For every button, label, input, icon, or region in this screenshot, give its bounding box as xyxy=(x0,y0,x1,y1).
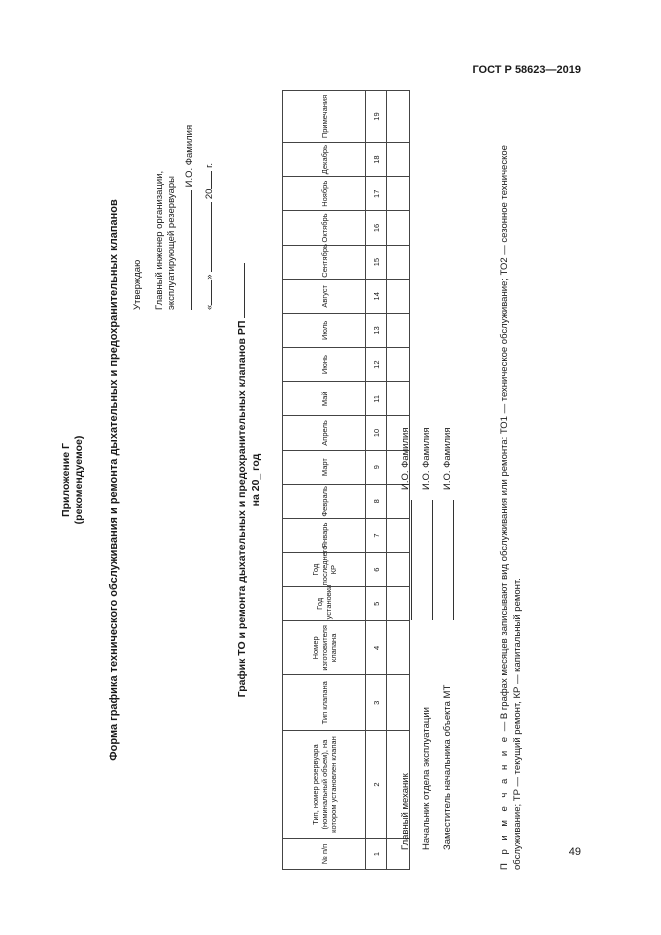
form-title: Форма графика технического обслуживания и ремонта дыхательных и предохранительных клапанов xyxy=(108,199,120,761)
header-cell: Июль xyxy=(283,313,366,347)
number-cell: 8 xyxy=(366,484,387,518)
number-cell: 2 xyxy=(366,731,387,839)
approver-position-2: эксплуатирующей резервуары xyxy=(166,176,177,310)
header-cell: Год установки xyxy=(283,587,366,621)
number-cell: 4 xyxy=(366,621,387,675)
number-cell: 15 xyxy=(366,245,387,279)
header-cell: Март xyxy=(283,450,366,484)
header-cell: Февраль xyxy=(283,484,366,518)
table-number-row xyxy=(366,91,387,870)
signer-row xyxy=(421,310,442,850)
number-cell: 1 xyxy=(366,838,387,869)
number-cell: 14 xyxy=(366,279,387,313)
schedule-title-text: График ТО и ремонта дыхательных и предохранительных клапанов РП xyxy=(236,320,248,698)
number-cell: 12 xyxy=(366,348,387,382)
header-cell: Август xyxy=(283,279,366,313)
approval-date-line xyxy=(204,100,216,310)
header-cell: Номер изготовителя клапана xyxy=(283,621,366,675)
signer-name: И.О. Фамилия xyxy=(421,427,432,490)
header-cell: Июнь xyxy=(283,348,366,382)
table-header-row xyxy=(283,91,366,870)
note xyxy=(498,90,524,870)
header-cell: Октябрь xyxy=(283,211,366,245)
page-number: 49 xyxy=(568,846,581,858)
number-cell: 10 xyxy=(366,416,387,450)
number-cell: 18 xyxy=(366,143,387,177)
year-prefix: 20 xyxy=(204,188,215,200)
number-cell: 11 xyxy=(366,382,387,416)
header-cell: Декабрь xyxy=(283,143,366,177)
signer-name: И.О. Фамилия xyxy=(400,427,411,490)
header-cell: Апрель xyxy=(283,416,366,450)
header-cell: Тип, номер резервуара (номинальный объем), на котором установлен клапан xyxy=(283,731,366,839)
number-cell: 16 xyxy=(366,211,387,245)
schedule-year: на 20_ год xyxy=(250,453,262,507)
number-cell: 17 xyxy=(366,177,387,211)
number-cell: 7 xyxy=(366,518,387,552)
number-cell: 5 xyxy=(366,587,387,621)
number-cell: 3 xyxy=(366,675,387,731)
signer-name: И.О. Фамилия xyxy=(442,427,453,490)
appendix-subtitle: (рекомендуемое) xyxy=(73,435,85,525)
header-cell: Ноябрь xyxy=(283,177,366,211)
header-cell: Январь xyxy=(283,518,366,552)
header-cell: Тип клапана xyxy=(283,675,366,731)
number-cell: 19 xyxy=(366,91,387,143)
header-cell: Примечания xyxy=(283,91,366,143)
signer-row xyxy=(442,310,463,850)
date-quote-open: « xyxy=(204,304,215,310)
approver-signature-line xyxy=(184,100,196,310)
number-cell: 6 xyxy=(366,553,387,587)
signer-role: Главный механик xyxy=(400,773,411,850)
rotated-content xyxy=(60,90,540,870)
note-label: П р и м е ч а н и е xyxy=(499,733,510,870)
number-cell: 9 xyxy=(366,450,387,484)
standard-number: ГОСТ Р 58623—2019 xyxy=(472,64,581,76)
approver-position: Главный инженер организации, xyxy=(154,170,165,310)
schedule-table xyxy=(282,90,410,870)
header-cell: Год последнего КР xyxy=(283,553,366,587)
appendix-heading xyxy=(60,90,86,870)
year-suffix: г. xyxy=(204,162,215,168)
schedule-title xyxy=(235,90,263,870)
approver-name: И.О. Фамилия xyxy=(184,124,195,188)
signer-row xyxy=(400,310,421,850)
date-quote-close: » xyxy=(204,274,215,280)
header-cell: Сентябрь xyxy=(283,245,366,279)
signers-block xyxy=(400,310,463,850)
note-text: — В графах месяцев записывают вид обслуживания или ремонта: ТО1 — техническое обслуживание; ТО2 — сезонное техническое обслуживание; ТР — текущий ремонт, КР — капитальный ремонт. xyxy=(499,145,523,870)
signer-role: Заместитель начальника объекта МТ xyxy=(442,684,453,850)
signer-role: Начальник отдела эксплуатации xyxy=(421,707,432,850)
approve-word: Утверждаю xyxy=(132,259,143,310)
header-cell: Май xyxy=(283,382,366,416)
header-cell: № п/п xyxy=(283,838,366,869)
appendix-title: Приложение Г xyxy=(60,443,72,517)
approval-block xyxy=(132,100,216,310)
number-cell: 13 xyxy=(366,313,387,347)
